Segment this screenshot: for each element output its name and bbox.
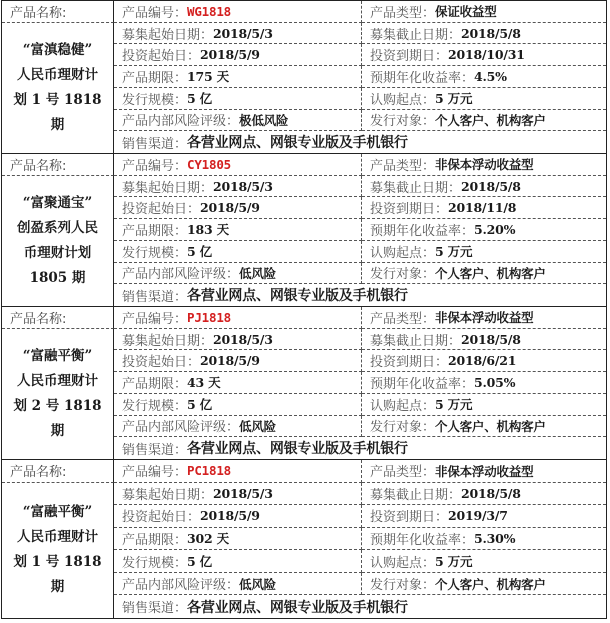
scale-label: 发行规模： [122, 245, 188, 261]
min-purchase-cell [362, 88, 606, 110]
product-block [2, 154, 606, 307]
raise-end-cell [362, 23, 606, 45]
product-name-line: 划 1 号 1818 期 [13, 91, 102, 133]
min-purchase-cell [362, 550, 606, 573]
product-name [2, 176, 114, 306]
term-cell [114, 219, 362, 241]
product-name-line: 人民币理财计 [17, 529, 98, 546]
raise-start-label: 募集起始日期： [122, 180, 214, 196]
risk-rating-cell [114, 573, 362, 596]
invest-end: 2018/6/21 [448, 353, 517, 369]
min-purchase-label: 认购起点： [370, 245, 436, 261]
product-type-cell [362, 460, 606, 483]
invest-start: 2018/5/9 [200, 508, 260, 524]
term-cell [114, 528, 362, 551]
raise-start-label: 募集起始日期： [122, 487, 214, 503]
channels: 各营业网点、网银专业版及手机银行 [187, 599, 408, 616]
product-code: WG1818 [187, 3, 231, 19]
target: 个人客户、机构客户 [435, 265, 546, 281]
channels-cell [114, 131, 606, 153]
term: 43 天 [187, 375, 221, 391]
product-type: 非保本浮动收益型 [435, 310, 534, 326]
term-label: 产品期限： [122, 532, 188, 548]
target-label: 发行对象： [370, 420, 436, 436]
expected-yield: 4.5% [474, 68, 507, 84]
product-type-cell [362, 154, 606, 176]
invest-start-cell [114, 350, 362, 372]
product-name-line: “富滇稳健” [22, 41, 93, 58]
scale: 5 亿 [187, 91, 212, 107]
scale-cell [114, 241, 362, 263]
raise-start: 2018/5/3 [213, 25, 273, 41]
target: 个人客户、机构客户 [435, 418, 546, 434]
product-type-label: 产品类型： [370, 465, 436, 481]
scale-cell [114, 88, 362, 110]
expected-yield-label: 预期年化收益率： [370, 376, 475, 392]
invest-start-cell [114, 505, 362, 528]
min-purchase-label: 认购起点： [370, 92, 436, 108]
invest-end-cell [362, 505, 606, 528]
target-label: 发行对象： [370, 578, 436, 594]
target-cell [362, 110, 606, 132]
expected-yield: 5.30% [474, 530, 516, 546]
product-name-line: 划 2 号 1818 期 [13, 397, 102, 439]
channels-label: 销售渠道： [122, 136, 188, 152]
product-name [2, 23, 114, 153]
raise-start-cell [114, 329, 362, 351]
expected-yield-cell [362, 528, 606, 551]
product-block [2, 1, 606, 154]
product-type: 保证收益型 [435, 4, 497, 20]
term: 183 天 [187, 222, 229, 238]
risk-rating: 极低风险 [239, 112, 289, 128]
product-table [1, 0, 607, 619]
product-name-line: 创盈系列人民 [17, 219, 98, 236]
min-purchase: 5 万元 [435, 397, 473, 413]
min-purchase-label: 认购起点： [370, 555, 436, 571]
invest-start-label: 投资起始日： [122, 355, 201, 371]
term: 302 天 [187, 531, 229, 547]
risk-rating: 低风险 [239, 265, 276, 281]
channels: 各营业网点、网银专业版及手机银行 [187, 135, 408, 152]
channels: 各营业网点、网银专业版及手机银行 [187, 441, 408, 458]
invest-end: 2019/3/7 [448, 508, 508, 524]
scale: 5 亿 [187, 554, 212, 570]
product-name-label: 产品名称: [2, 154, 114, 176]
target: 个人客户、机构客户 [435, 112, 546, 128]
expected-yield-label: 预期年化收益率： [370, 223, 475, 239]
raise-start: 2018/5/3 [213, 331, 273, 347]
product-name-label: 产品名称: [2, 460, 114, 483]
scale: 5 亿 [187, 397, 212, 413]
invest-end-label: 投资到期日： [370, 355, 449, 371]
raise-end-label: 募集截止日期： [370, 333, 462, 349]
product-code-cell [114, 1, 362, 23]
scale: 5 亿 [187, 244, 212, 260]
expected-yield: 5.05% [474, 374, 516, 390]
product-name-line: 划 1 号 1818 期 [13, 554, 102, 596]
invest-end-cell [362, 350, 606, 372]
min-purchase: 5 万元 [435, 91, 473, 107]
raise-start-cell [114, 483, 362, 506]
raise-end-label: 募集截止日期： [370, 487, 462, 503]
risk-rating-cell [114, 416, 362, 438]
raise-end-label: 募集截止日期： [370, 27, 462, 43]
expected-yield-cell [362, 372, 606, 394]
risk-rating-cell [114, 110, 362, 132]
term-cell [114, 66, 362, 88]
product-block [2, 307, 606, 460]
scale-cell [114, 550, 362, 573]
product-block [2, 460, 606, 618]
invest-end: 2018/10/31 [448, 47, 525, 63]
expected-yield-cell [362, 66, 606, 88]
raise-end-cell [362, 483, 606, 506]
invest-start: 2018/5/9 [200, 200, 260, 216]
raise-start-cell [114, 176, 362, 198]
expected-yield-label: 预期年化收益率： [370, 70, 475, 86]
risk-rating-label: 产品内部风险评级： [122, 420, 240, 436]
target-cell [362, 573, 606, 596]
invest-end-label: 投资到期日： [370, 49, 449, 65]
raise-start-label: 募集起始日期： [122, 27, 214, 43]
invest-end-label: 投资到期日： [370, 202, 449, 218]
product-name-line: “富融平衡” [22, 504, 93, 521]
raise-end: 2018/5/8 [461, 25, 521, 41]
term-label: 产品期限： [122, 376, 188, 392]
scale-cell [114, 394, 362, 416]
scale-label: 发行规模： [122, 92, 188, 108]
product-code-label: 产品编号： [122, 465, 188, 481]
target: 个人客户、机构客户 [435, 576, 546, 592]
product-type-label: 产品类型： [370, 5, 436, 21]
raise-end-cell [362, 176, 606, 198]
invest-start-label: 投资起始日： [122, 510, 201, 526]
risk-rating-label: 产品内部风险评级： [122, 267, 240, 283]
product-name [2, 483, 114, 618]
invest-end: 2018/11/8 [448, 200, 517, 216]
product-name-label: 产品名称: [2, 307, 114, 329]
target-label: 发行对象： [370, 114, 436, 130]
product-type-cell [362, 307, 606, 329]
product-name-line: “富融平衡” [22, 347, 93, 364]
target-cell [362, 263, 606, 285]
expected-yield-label: 预期年化收益率： [370, 532, 475, 548]
product-name-line: 币理财计划 [23, 244, 92, 261]
risk-rating-cell [114, 263, 362, 285]
risk-rating-label: 产品内部风险评级： [122, 578, 240, 594]
product-code-cell [114, 460, 362, 483]
min-purchase-label: 认购起点： [370, 398, 436, 414]
product-code-label: 产品编号： [122, 311, 188, 327]
term-label: 产品期限： [122, 70, 188, 86]
product-type: 非保本浮动收益型 [435, 463, 534, 479]
term-label: 产品期限： [122, 223, 188, 239]
expected-yield-cell [362, 219, 606, 241]
channels: 各营业网点、网银专业版及手机银行 [187, 288, 408, 305]
raise-end-label: 募集截止日期： [370, 180, 462, 196]
product-name-line: 1805 期 [29, 269, 86, 286]
product-code: PC1818 [187, 463, 231, 479]
product-name-line: 人民币理财计 [17, 372, 98, 389]
invest-start-label: 投资起始日： [122, 49, 201, 65]
target-label: 发行对象： [370, 267, 436, 283]
invest-start-cell [114, 44, 362, 66]
product-code: PJ1818 [187, 309, 231, 325]
min-purchase: 5 万元 [435, 244, 473, 260]
channels-label: 销售渠道： [122, 442, 188, 458]
channels-label: 销售渠道： [122, 289, 188, 305]
product-code: CY1805 [187, 156, 231, 172]
product-code-label: 产品编号： [122, 158, 188, 174]
raise-end: 2018/5/8 [461, 178, 521, 194]
risk-rating: 低风险 [239, 576, 276, 592]
scale-label: 发行规模： [122, 398, 188, 414]
raise-end-cell [362, 329, 606, 351]
channels-cell [114, 595, 606, 618]
invest-start-cell [114, 197, 362, 219]
risk-rating: 低风险 [239, 418, 276, 434]
invest-end-label: 投资到期日： [370, 510, 449, 526]
product-name [2, 329, 114, 459]
product-code-cell [114, 154, 362, 176]
expected-yield: 5.20% [474, 221, 516, 237]
invest-end-cell [362, 197, 606, 219]
channels-cell [114, 284, 606, 306]
raise-start-label: 募集起始日期： [122, 333, 214, 349]
product-type-cell [362, 1, 606, 23]
product-name-line: “富聚通宝” [22, 194, 93, 211]
scale-label: 发行规模： [122, 555, 188, 571]
invest-start: 2018/5/9 [200, 353, 260, 369]
raise-start: 2018/5/3 [213, 485, 273, 501]
product-code-label: 产品编号： [122, 5, 188, 21]
invest-start-label: 投资起始日： [122, 202, 201, 218]
raise-end: 2018/5/8 [461, 331, 521, 347]
product-type-label: 产品类型： [370, 311, 436, 327]
raise-end: 2018/5/8 [461, 485, 521, 501]
raise-start: 2018/5/3 [213, 178, 273, 194]
product-type-label: 产品类型： [370, 158, 436, 174]
min-purchase-cell [362, 241, 606, 263]
min-purchase: 5 万元 [435, 554, 473, 570]
channels-label: 销售渠道： [122, 601, 188, 617]
product-name-line: 人民币理财计 [17, 66, 98, 83]
product-code-cell [114, 307, 362, 329]
term-cell [114, 372, 362, 394]
risk-rating-label: 产品内部风险评级： [122, 114, 240, 130]
product-name-label: 产品名称: [2, 1, 114, 23]
raise-start-cell [114, 23, 362, 45]
product-type: 非保本浮动收益型 [435, 157, 534, 173]
invest-end-cell [362, 44, 606, 66]
term: 175 天 [187, 69, 229, 85]
invest-start: 2018/5/9 [200, 47, 260, 63]
channels-cell [114, 437, 606, 459]
target-cell [362, 416, 606, 438]
min-purchase-cell [362, 394, 606, 416]
